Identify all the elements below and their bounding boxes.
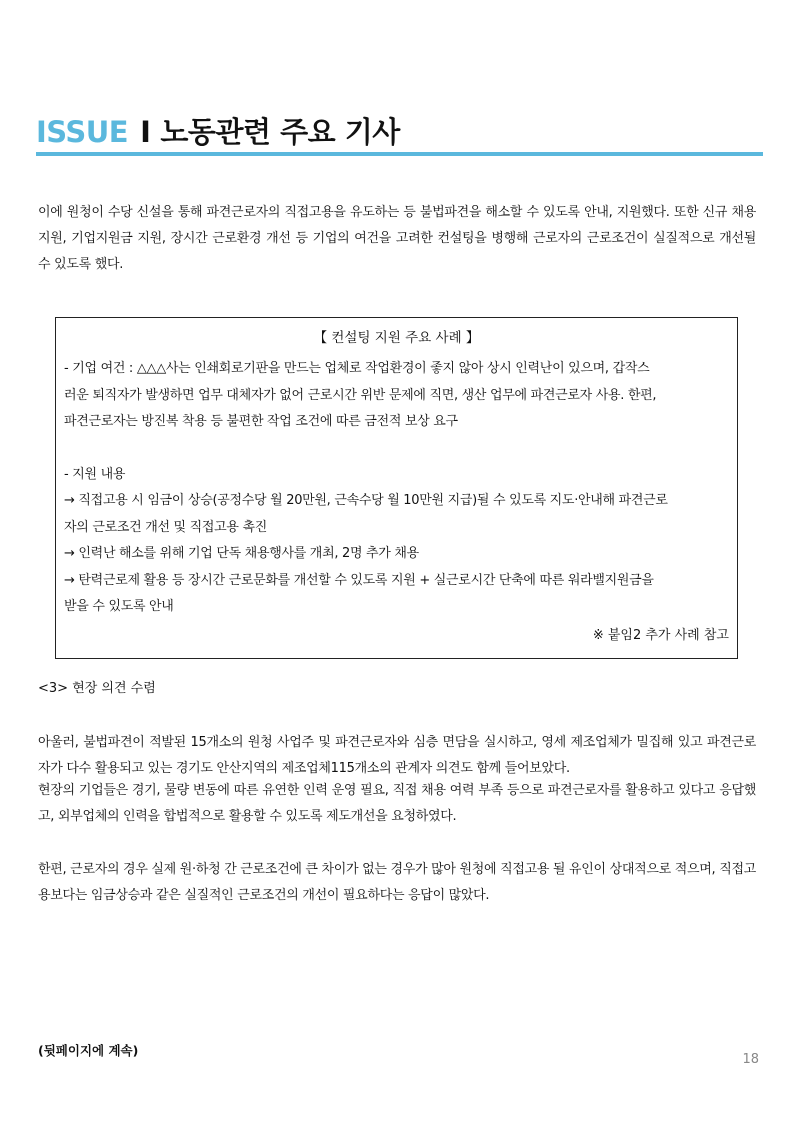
body-paragraph: 현장의 기업들은 경기, 물량 변동에 따른 유연한 인력 운영 필요, 직접 채용 여력 부족 등으로 파견근로자를 활용하고 있다고 응답했고, 외부업체의 인력을 합법적으로 활용할 수 있도록 제도개선을 요청하였다.: [38, 783, 756, 824]
case-line: → 탄력근로제 활용 등 장시간 근로문화를 개선할 수 있도록 지원 + 실근로시간 단축에 따른 워라밸지원금을: [64, 572, 654, 588]
case-box-title: 【 컨설팅 지원 주요 사례 】: [313, 330, 480, 346]
body-paragraph: 아울러, 불법파견이 적발된 15개소의 원청 사업주 및 파견근로자와 심층 면담을 실시하고, 영세 제조업체가 밀집해 있고 파견근로자가 다수 활용되고 있는 경기도 안산지역의 제조업체115개소의 관계자 의견도 함께 들어보았다.: [38, 735, 756, 776]
header-separator: I: [140, 115, 151, 149]
case-line: 받을 수 있도록 안내: [64, 599, 174, 614]
case-box-note: ※ 붙임2 추가 사례 참고: [592, 627, 729, 643]
case-line: 러운 퇴직자가 발생하면 업무 대체자가 없어 근로시간 위반 문제에 직면, 생산 업무에 파견근로자 사용. 한편,: [64, 387, 657, 403]
header-divider: [36, 152, 763, 156]
page-number: 18: [742, 1052, 759, 1067]
case-line: 파견근로자는 방진복 착용 등 불편한 작업 조건에 따른 금전적 보상 요구: [64, 414, 458, 429]
case-spacer: [64, 436, 729, 462]
consulting-case-box: [55, 317, 738, 659]
page-header: [36, 110, 763, 156]
case-line: - 지원 내용: [64, 466, 126, 482]
section-heading: <3> 현장 의견 수렴: [38, 681, 156, 696]
case-line: 자의 근로조건 개선 및 직접고용 촉진: [64, 519, 268, 535]
continue-note: (뒷페이지에 계속): [38, 1043, 139, 1058]
case-line: → 인력난 해소를 위해 기업 단독 채용행사를 개최, 2명 추가 채용: [64, 546, 419, 561]
case-line: → 직접고용 시 임금이 상승(공정수당 월 20만원, 근속수당 월 10만원 지급)될 수 있도록 지도·안내해 파견근로: [64, 493, 668, 508]
header-title: [36, 114, 400, 150]
header-topic: 노동관련 주요 기사: [160, 115, 400, 149]
body-paragraph: 한편, 근로자의 경우 실제 원·하청 간 근로조건에 큰 차이가 없는 경우가 많아 원청에 직접고용 될 유인이 상대적으로 적으며, 직접고용보다는 임금상승과 같은 실질적인 근로조건의 개선이 필요하다는 응답이 많았다.: [38, 862, 756, 903]
case-line: - 기업 여건 : △△△사는 인쇄회로기판을 만드는 업체로 작업환경이 좋지 않아 상시 인력난이 있으며, 갑작스: [64, 361, 650, 376]
issue-label: ISSUE: [36, 115, 129, 149]
intro-paragraph: 이에 원청이 수당 신설을 통해 파견근로자의 직접고용을 유도하는 등 불법파견을 해소할 수 있도록 안내, 지원했다. 또한 신규 채용지원, 기업지원금 지원, 장시간 근로환경 개선 등 기업의 여건을 고려한 컨설팅을 병행해 근로자의 근로조건이 실질적으로 개선될 수 있도록 했다.: [38, 205, 756, 272]
